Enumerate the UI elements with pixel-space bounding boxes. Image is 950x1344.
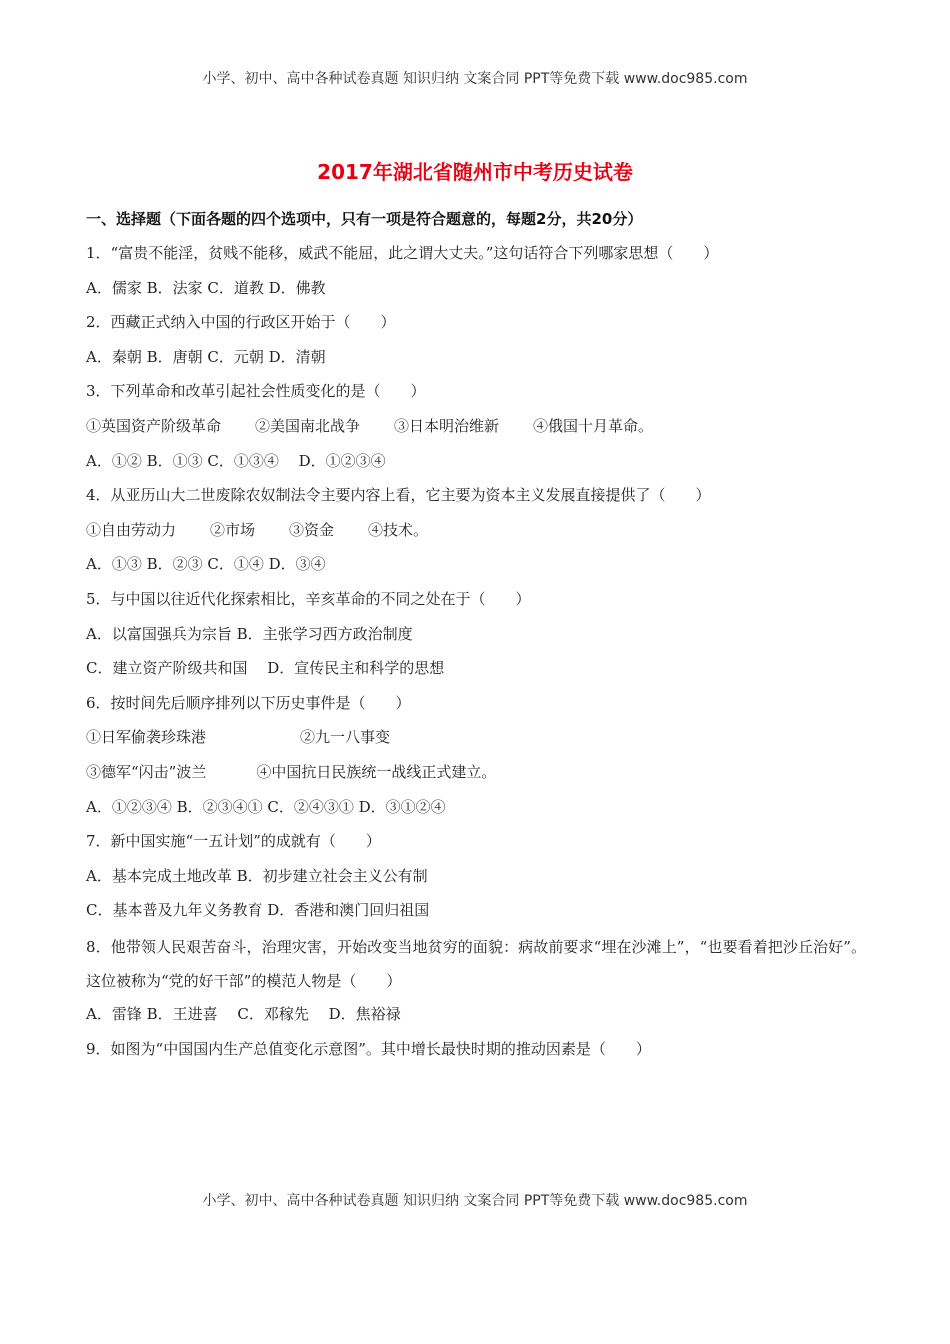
q3-options: A．①② B．①③ C．①③④ D．①②③④	[86, 451, 386, 470]
q4-stem: 4．从亚历山大二世废除农奴制法令主要内容上看，它主要为资本主义发展直接提供了（ ）	[86, 486, 711, 505]
q3-item: ②美国南北战争	[255, 416, 361, 435]
page-header: 小学、初中、高中各种试卷真题 知识归纳 文案合同 PPT等免费下载 www.doc985.com	[202, 71, 748, 87]
q6-item: ④中国抗日民族统一战线正式建立。	[256, 762, 497, 781]
q4-item: ④技术。	[368, 520, 429, 539]
exam-title: 2017年湖北省随州市中考历史试卷	[317, 160, 633, 184]
q2-stem: 2．西藏正式纳入中国的行政区开始于（ ）	[86, 313, 396, 332]
q3-stem: 3．下列革命和改革引起社会性质变化的是（ ）	[86, 382, 426, 401]
q5-stem: 5．与中国以往近代化探索相比，辛亥革命的不同之处在于（ ）	[86, 589, 531, 608]
q6-items-1	[86, 722, 866, 757]
q4-item: ①自由劳动力	[86, 520, 177, 539]
q5-options-2: C．建立资产阶级共和国 D．宣传民主和科学的思想	[86, 659, 445, 678]
q3-item: ④俄国十月革命。	[533, 416, 654, 435]
q1-options: A．儒家 B．法家 C．道教 D．佛教	[86, 278, 326, 297]
q8-stem: 8．他带领人民艰苦奋斗，治理灾害，开始改变当地贫穷的面貌：病故前要求“埋在沙滩上”，“也要看着把沙丘治好”。这位被称为“党的好干部”的模范人物是（ ）	[86, 937, 866, 991]
q7-stem: 7．新中国实施“一五计划”的成就有（ ）	[86, 832, 381, 851]
section-heading: 一、选择题（下面各题的四个选项中，只有一项是符合题意的，每题2分，共20分）	[86, 210, 643, 228]
q3-items	[86, 411, 866, 446]
q9-stem: 9．如图为“中国国内生产总值变化示意图”。其中增长最快时期的推动因素是（ ）	[86, 1039, 651, 1058]
q6-stem: 6．按时间先后顺序排列以下历史事件是（ ）	[86, 693, 411, 712]
q2-options: A．秦朝 B．唐朝 C．元朝 D．清朝	[86, 347, 326, 366]
q7-options-2: C．基本普及九年义务教育 D．香港和澳门回归祖国	[86, 901, 430, 920]
question-list	[86, 238, 866, 1068]
q1-stem: 1．“富贵不能淫，贫贱不能移，威武不能屈，此之谓大丈夫。”这句话符合下列哪家思想（ ）	[86, 244, 719, 262]
q3-item: ①英国资产阶级革命	[86, 416, 222, 435]
q4-item: ②市场	[210, 520, 256, 539]
q4-item: ③资金	[289, 520, 335, 539]
q6-items-2	[86, 757, 866, 792]
q5-options-1: A．以富国强兵为宗旨 B．主张学习西方政治制度	[86, 624, 413, 643]
q6-options: A．①②③④ B．②③④① C．②④③① D．③①②④	[86, 797, 446, 816]
q3-item: ③日本明治维新	[394, 416, 500, 435]
q8-options: A．雷锋 B．王进喜 C．邓稼先 D．焦裕禄	[86, 1005, 401, 1024]
q6-item: ①日军偷袭珍珠港	[86, 728, 207, 747]
q6-item: ②九一八事变	[300, 728, 391, 747]
q4-options: A．①③ B．②③ C．①④ D．③④	[86, 555, 326, 574]
q4-items	[86, 515, 866, 550]
q6-item: ③德军“闪击”波兰	[86, 762, 207, 781]
q7-options-1: A．基本完成土地改革 B．初步建立社会主义公有制	[86, 866, 428, 885]
page-footer: 小学、初中、高中各种试卷真题 知识归纳 文案合同 PPT等免费下载 www.doc985.com	[202, 1193, 748, 1209]
